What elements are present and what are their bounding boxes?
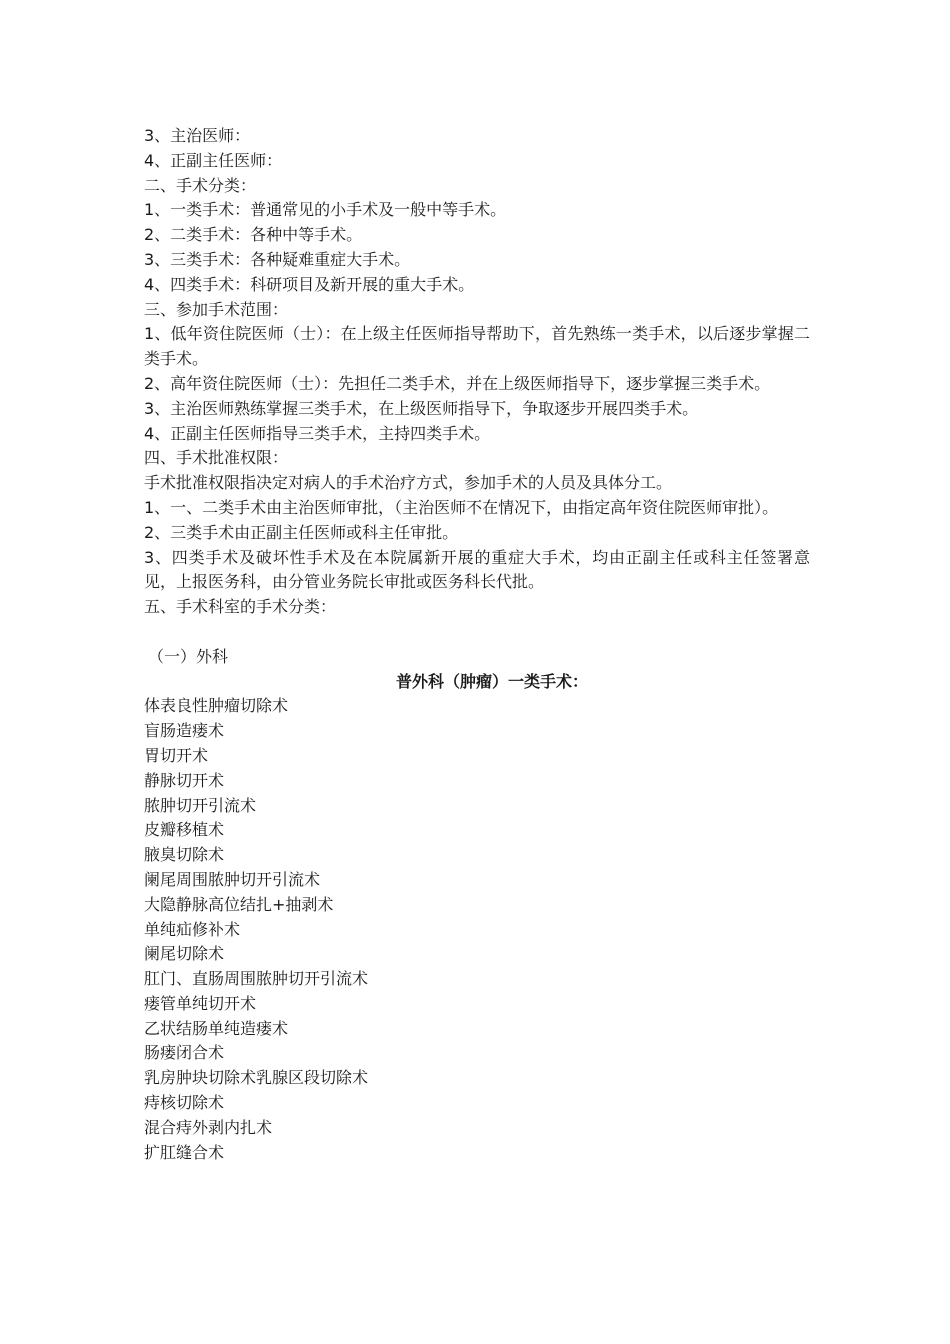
paragraph: 1、一、二类手术由主治医师审批，（主治医师不在情况下，由指定高年资住院医师审批）。 xyxy=(144,497,779,517)
section-heading: 四、手术批准权限： xyxy=(144,448,289,468)
spacer xyxy=(144,620,810,645)
table-title: 普外科（肿瘤）一类手术： xyxy=(395,671,588,691)
list-item: 体表良性肿瘤切除术 xyxy=(144,696,289,716)
text-line: 4、正副主任医师： xyxy=(144,150,283,170)
list-item: 扩肛缝合术 xyxy=(144,1142,225,1162)
section-heading: 三、参加手术范围： xyxy=(144,299,289,319)
list-item: 阑尾周围脓肿切开引流术 xyxy=(144,869,321,889)
text-line: 3、主治医师： xyxy=(144,126,251,145)
procedure-list xyxy=(144,694,810,1165)
text-line: 3、三类手术：各种疑难重症大手术。 xyxy=(144,249,411,269)
text-line: 1、一类手术：普通常见的小手术及一般中等手术。 xyxy=(144,200,507,220)
list-item: 肛门、直肠周围脓肿切开引流术 xyxy=(144,969,369,989)
list-item: 瘘管单纯切开术 xyxy=(144,993,257,1013)
text-line: 4、四类手术：科研项目及新开展的重大手术。 xyxy=(144,274,475,294)
section-heading: 五、手术科室的手术分类： xyxy=(144,597,337,617)
text-line: 2、三类手术由正副主任医师或科主任审批。 xyxy=(144,522,459,542)
text-line: 3、主治医师熟练掌握三类手术，在上级医师指导下，争取逐步开展四类手术。 xyxy=(144,398,699,418)
text-line: 2、二类手术：各种中等手术。 xyxy=(144,225,363,245)
paragraph: 2、高年资住院医师（士）：先担任二类手术，并在上级医师指导下，逐步掌握三类手术。 xyxy=(144,373,771,393)
list-item: 肠瘘闭合术 xyxy=(144,1043,225,1063)
subsection-label: （一）外科 xyxy=(148,646,229,666)
list-item: 皮瓣移植术 xyxy=(144,820,225,840)
section-heading: 二、手术分类： xyxy=(144,175,257,195)
list-item: 腋臭切除术 xyxy=(144,845,225,865)
list-item: 胃切开术 xyxy=(144,745,209,765)
list-item: 大隐静脉高位结扎+抽剥术 xyxy=(144,894,334,914)
document-body xyxy=(144,124,810,1165)
list-item: 脓肿切开引流术 xyxy=(144,795,257,815)
list-item: 盲肠造瘘术 xyxy=(144,721,225,741)
paragraph: 3、四类手术及破坏性手术及在本院属新开展的重症大手术，均由正副主任或科主任签署意见，上报医务科，由分管业务院长审批或医务科长代批。 xyxy=(144,547,810,592)
list-item: 乙状结肠单纯造瘘术 xyxy=(144,1018,289,1038)
list-item: 静脉切开术 xyxy=(144,770,225,790)
text-line: 4、正副主任医师指导三类手术，主持四类手术。 xyxy=(144,423,491,443)
list-item: 痔核切除术 xyxy=(144,1093,225,1113)
text-line: 手术批准权限指决定对病人的手术治疗方式，参加手术的人员及具体分工。 xyxy=(144,473,673,493)
list-item: 单纯疝修补术 xyxy=(144,919,241,939)
list-item: 混合痔外剥内扎术 xyxy=(144,1117,273,1137)
list-item: 乳房肿块切除术乳腺区段切除术 xyxy=(144,1068,369,1088)
paragraph: 1、低年资住院医师（士）：在上级主任医师指导帮助下，首先熟练一类手术，以后逐步掌握二类手术。 xyxy=(144,324,810,369)
list-item: 阑尾切除术 xyxy=(144,944,225,964)
